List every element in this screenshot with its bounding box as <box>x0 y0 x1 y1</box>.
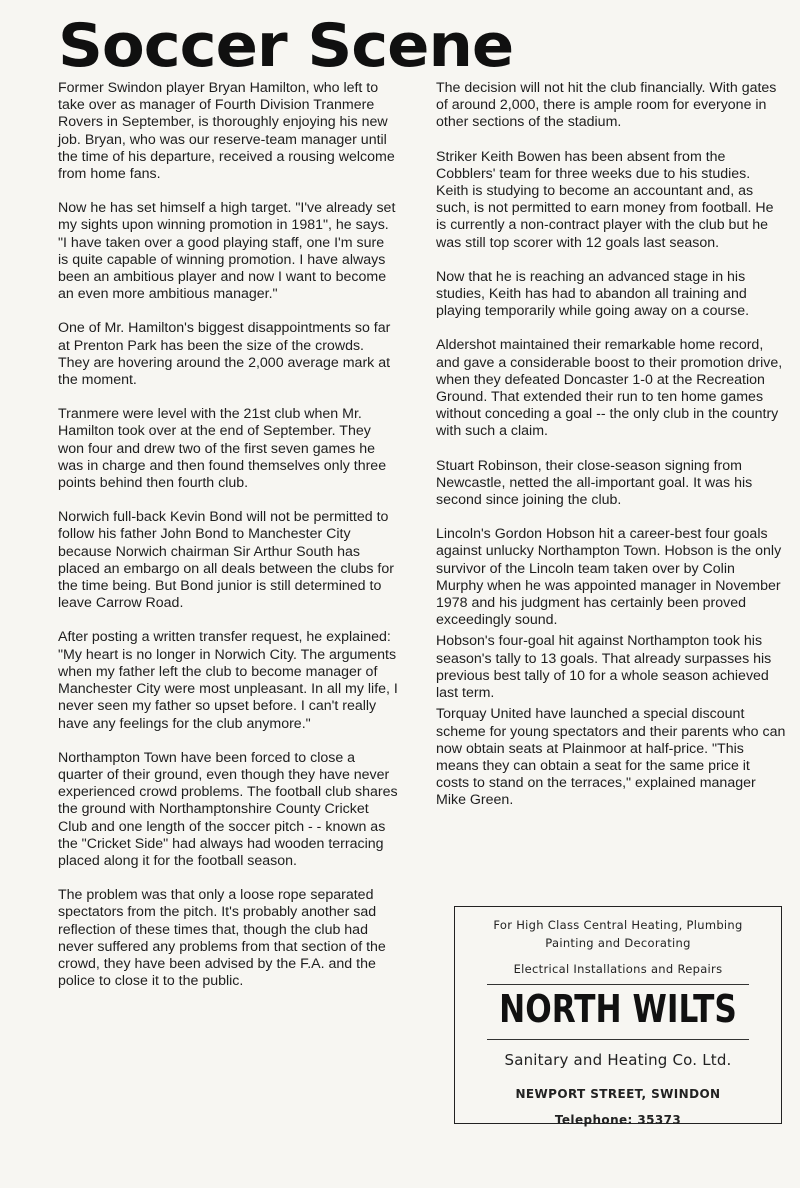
advert-address: NEWPORT STREET, SWINDON <box>515 1087 721 1101</box>
advertisement-box <box>454 906 782 1127</box>
advert-services-line: Painting and Decorating <box>545 936 691 950</box>
advert-divider <box>487 1039 749 1040</box>
article-right-column <box>436 80 786 827</box>
article-paragraph: Torquay United have launched a special discount scheme for young spectators and their parents who can now obtain seats at Plainmoor at half-price. "This means they can obtain a seat for the same price it costs to stand on the terraces," explained manager Mike Green. <box>436 706 786 809</box>
article-paragraph: Stuart Robinson, their close-season signing from Newcastle, netted the all-important goal. It was his second since joining the club. <box>436 457 753 509</box>
article-paragraph: Tranmere were level with the 21st club when Mr. Hamilton took over at the end of September. They won four and drew two of the first seven games he was in charge and then found themselves only three points behind then fourth club. <box>58 406 387 492</box>
article-paragraph: Northampton Town have been forced to close a quarter of their ground, even though they have never experienced crowd problems. The football club shares the ground with Northamptonshire County Cricket Club and one length of the soccer pitch - - known as the "Cricket Side" had always had wooden terracing placed along it for the football season. <box>58 749 398 869</box>
article-paragraph: Hobson's four-goal hit against Northampton took his season's tally to 13 goals. That already surpasses his previous best tally of 10 for a whole season achieved last term. <box>436 633 772 702</box>
article-paragraph: Lincoln's Gordon Hobson hit a career-best four goals against unlucky Northampton Town. Hobson is the only survivor of the Lincoln team taken over by Colin Murphy when he was appointed manager in November 1978 and his judgment has certainly been proved exceedingly sound. <box>436 526 782 629</box>
advert-telephone: Telephone: 35373 <box>554 1113 682 1127</box>
article-paragraph: The problem was that only a loose rope separated spectators from the pitch. It's probably another sad reflection of these times that, though the club had never suffered any problems from that section of the crowd, they have been advised by the F.A. and the police to close it to the public. <box>58 887 386 990</box>
advert-services-line: Electrical Installations and Repairs <box>513 962 723 976</box>
article-paragraph: The decision will not hit the club financially. With gates of around 2,000, there is ample room for everyone in other sections of the stadium. <box>436 80 777 131</box>
advert-services-line: For High Class Central Heating, Plumbing <box>493 918 743 932</box>
article-paragraph: Now he has set himself a high target. "I've already set my sights upon winning promotion in 1981", he says. "I have taken over a good playing staff, one I'm sure is quite capable of winning promotion. I have always been an ambitious player and now I want to become an even more ambitious manager." <box>58 200 396 303</box>
article-paragraph: Former Swindon player Bryan Hamilton, who left to take over as manager of Fourth Division Tranmere Rovers in September, is thoroughly enjoying his new job. Bryan, who was our reserve-team manager until the time of his departure, received a rousing welcome from home fans. <box>58 80 395 183</box>
article-paragraph: One of Mr. Hamilton's biggest disappointments so far at Prenton Park has been the size of the crowds. They are hovering around the 2,000 average mark at the moment. <box>58 320 391 389</box>
article-left-column <box>58 80 398 1007</box>
article-paragraph: Striker Keith Bowen has been absent from the Cobblers' team for three weeks due to his studies. Keith is studying to become an accountant and, as such, is not permitted to earn money from football. He is currently a non-contract player with the club but he was still top scorer with 12 goals last season. <box>436 148 774 251</box>
advert-company-subtitle: Sanitary and Heating Co. Ltd. <box>504 1051 732 1069</box>
article-paragraph: After posting a written transfer request, he explained: "My heart is no longer in Norwich City. The arguments when my father left the club to become manager of Manchester City were most unpleasant. In all my life, I never seen my father so upset before. I can't really have any feelings for the club anymore." <box>58 629 398 732</box>
page-title: Soccer Scene <box>58 11 514 81</box>
article-paragraph: Aldershot maintained their remarkable home record, and gave a considerable boost to their promotion drive, when they defeated Doncaster 1-0 at the Recreation Ground. That extended their run to ten home games without conceding a goal -- the only club in the country with such a claim. <box>436 337 783 440</box>
article-paragraph: Now that he is reaching an advanced stage in his studies, Keith has had to abandon all training and playing temporarily while going away on a course. <box>436 268 750 320</box>
article-paragraph: Norwich full-back Kevin Bond will not be permitted to follow his father John Bond to Manchester City because Norwich chairman Sir Arthur South has placed an embargo on all deals between the clubs for the time being. But Bond junior is still determined to leave Carrow Road. <box>58 509 394 612</box>
advert-company-name: NORTH WILTS <box>499 987 737 1031</box>
